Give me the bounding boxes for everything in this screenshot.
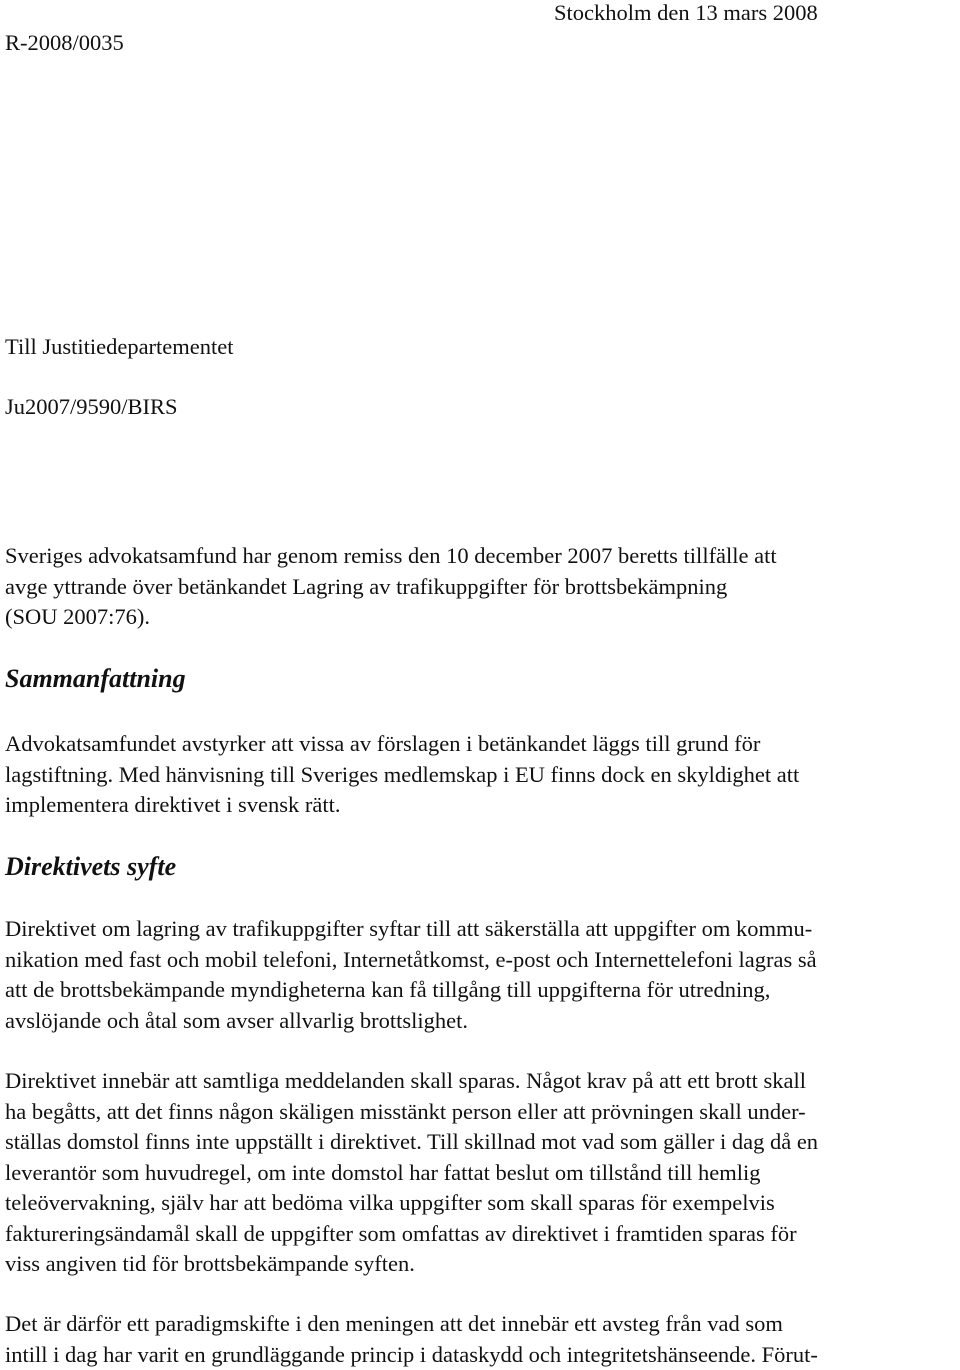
text-line: Direktivet innebär att samtliga meddelanden skall sparas. Något krav på att ett brott skall <box>5 1066 955 1097</box>
document-date: Stockholm den 13 mars 2008 <box>554 0 818 28</box>
purpose-paragraph-1 <box>5 914 955 1036</box>
text-line: leverantör som huvudregel, om inte domstol har fattat beslut om tillstånd till hemlig <box>5 1158 955 1189</box>
text-line: avslöjande och åtal som avser allvarlig brottslighet. <box>5 1006 955 1037</box>
text-line: Direktivet om lagring av trafikuppgifter syftar till att säkerställa att uppgifter om kommu- <box>5 914 955 945</box>
text-line: Advokatsamfundet avstyrker att vissa av förslagen i betänkandet läggs till grund för <box>5 729 955 760</box>
text-line: teleövervakning, själv har att bedöma vilka uppgifter som skall sparas för exempelvis <box>5 1188 955 1219</box>
summary-paragraph <box>5 729 955 821</box>
purpose-paragraph-3 <box>5 1309 955 1370</box>
purpose-paragraph-2 <box>5 1066 955 1280</box>
text-line: att de brottsbekämpande myndigheterna kan få tillgång till uppgifterna för utredning, <box>5 975 955 1006</box>
section-heading-summary: Sammanfattning <box>5 664 186 694</box>
intro-paragraph <box>5 541 955 633</box>
reference-number: R-2008/0035 <box>5 28 124 58</box>
text-line: Det är därför ett paradigmskifte i den meningen att det innebär ett avsteg från vad som <box>5 1309 955 1340</box>
text-line: faktureringsändamål skall de uppgifter som omfattas av direktivet i framtiden sparas för <box>5 1219 955 1250</box>
text-line: Sveriges advokatsamfund har genom remiss den 10 december 2007 beretts tillfälle att <box>5 541 955 572</box>
text-line: ställas domstol finns inte uppställt i direktivet. Till skillnad mot vad som gäller i dag då en <box>5 1127 955 1158</box>
section-heading-purpose: Direktivets syfte <box>5 852 176 882</box>
text-line: (SOU 2007:76). <box>5 602 955 633</box>
text-line: nikation med fast och mobil telefoni, Internetåtkomst, e-post och Internettelefoni lagras så <box>5 945 955 976</box>
text-line: lagstiftning. Med hänvisning till Sveriges medlemskap i EU finns dock en skyldighet att <box>5 760 955 791</box>
recipient-reference: Ju2007/9590/BIRS <box>5 392 178 422</box>
text-line: ha begåtts, att det finns någon skäligen misstänkt person eller att prövningen skall under- <box>5 1097 955 1128</box>
recipient: Till Justitiedepartementet <box>5 332 234 362</box>
text-line: viss angiven tid för brottsbekämpande syften. <box>5 1249 955 1280</box>
text-line: avge yttrande över betänkandet Lagring av trafikuppgifter för brottsbekämpning <box>5 572 955 603</box>
text-line: implementera direktivet i svensk rätt. <box>5 790 955 821</box>
text-line: intill i dag har varit en grundläggande princip i dataskydd och integritetshänseende. Förut- <box>5 1340 955 1370</box>
